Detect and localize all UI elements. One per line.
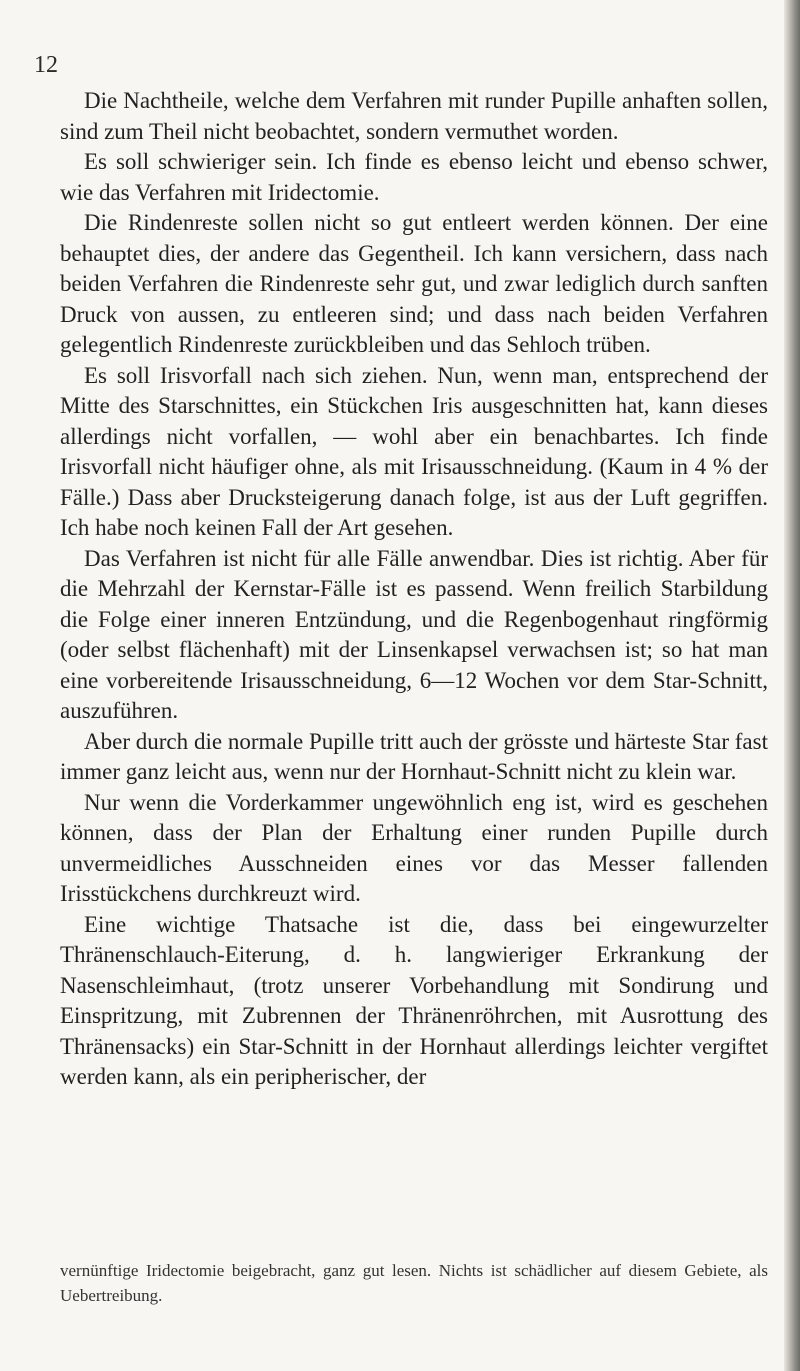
footnote xyxy=(60,1258,768,1308)
paragraph: Das Verfahren ist nicht für alle Fälle anwendbar. Dies ist richtig. Aber für die Mehrzahl der Kernstar-Fälle ist es passend. Wenn freilich Starbildung die Folge einer inneren Entzündung, und die Regenbogenhaut ringförmig (oder selbst flächenhaft) mit der Linsenkapsel verwachsen ist; so hat man eine vorbereitende Irisausschneidung, 6—12 Wochen vor dem Star-Schnitt, auszuführen. xyxy=(60,545,768,723)
body-text xyxy=(60,86,768,1093)
page-edge-shadow xyxy=(784,0,800,1371)
paragraph: Eine wichtige Thatsache ist die, dass bei eingewurzelter Thränenschlauch-Eiterung, d. h. langwieriger Erkrankung der Nasenschleimhaut, (trotz unserer Vorbehandlung mit Sondirung und Einspritzung, mit Zubrennen der Thränenröhrchen, mit Ausrottung des Thränensacks) ein Star-Schnitt in der Hornhaut allerdings leichter vergiftet werden kann, als ein peripherischer, der xyxy=(60,911,768,1089)
paragraph: Nur wenn die Vorderkammer ungewöhnlich eng ist, wird es geschehen können, dass der Plan der Erhaltung einer runden Pupille durch unvermeidliches Ausschneiden eines vor das Messer fallenden Irisstückchens durchkreuzt wird. xyxy=(60,789,768,906)
paragraph: Es soll Irisvorfall nach sich ziehen. Nun, wenn man, entsprechend der Mitte des Starschnittes, ein Stückchen Iris ausgeschnitten hat, kann dieses allerdings nicht vorfallen, — wohl aber ein benachbartes. Ich finde Irisvorfall nicht häufiger ohne, als mit Irisausschneidung. (Kaum in 4 % der Fälle.) Dass aber Drucksteigerung danach folge, ist aus der Luft gegriffen. Ich habe noch keinen Fall der Art gesehen. xyxy=(60,362,768,540)
paragraph: Aber durch die normale Pupille tritt auch der grösste und härteste Star fast immer ganz leicht aus, wenn nur der Hornhaut-Schnitt nicht zu klein war. xyxy=(60,728,768,784)
footnote-text: vernünftige Iridectomie beigebracht, ganz gut lesen. Nichts ist schädlicher auf diesem Gebiete, als Uebertreibung. xyxy=(60,1261,768,1305)
page-number: 12 xyxy=(34,52,58,78)
paragraph: Die Nachtheile, welche dem Verfahren mit runder Pupille anhaften sollen, sind zum Theil nicht beobachtet, sondern vermuthet worden. xyxy=(60,88,768,144)
paragraph: Die Rindenreste sollen nicht so gut entleert werden können. Der eine behauptet dies, der andere das Gegentheil. Ich kann versichern, dass nach beiden Verfahren die Rindenreste sehr gut, und zwar lediglich durch sanften Druck von aussen, zu entleeren sind; und dass nach beiden Verfahren gelegentlich Rindenreste zurückbleiben und das Sehloch trüben. xyxy=(60,210,768,357)
paragraph: Es soll schwieriger sein. Ich finde es ebenso leicht und ebenso schwer, wie das Verfahren mit Iridectomie. xyxy=(60,149,768,205)
